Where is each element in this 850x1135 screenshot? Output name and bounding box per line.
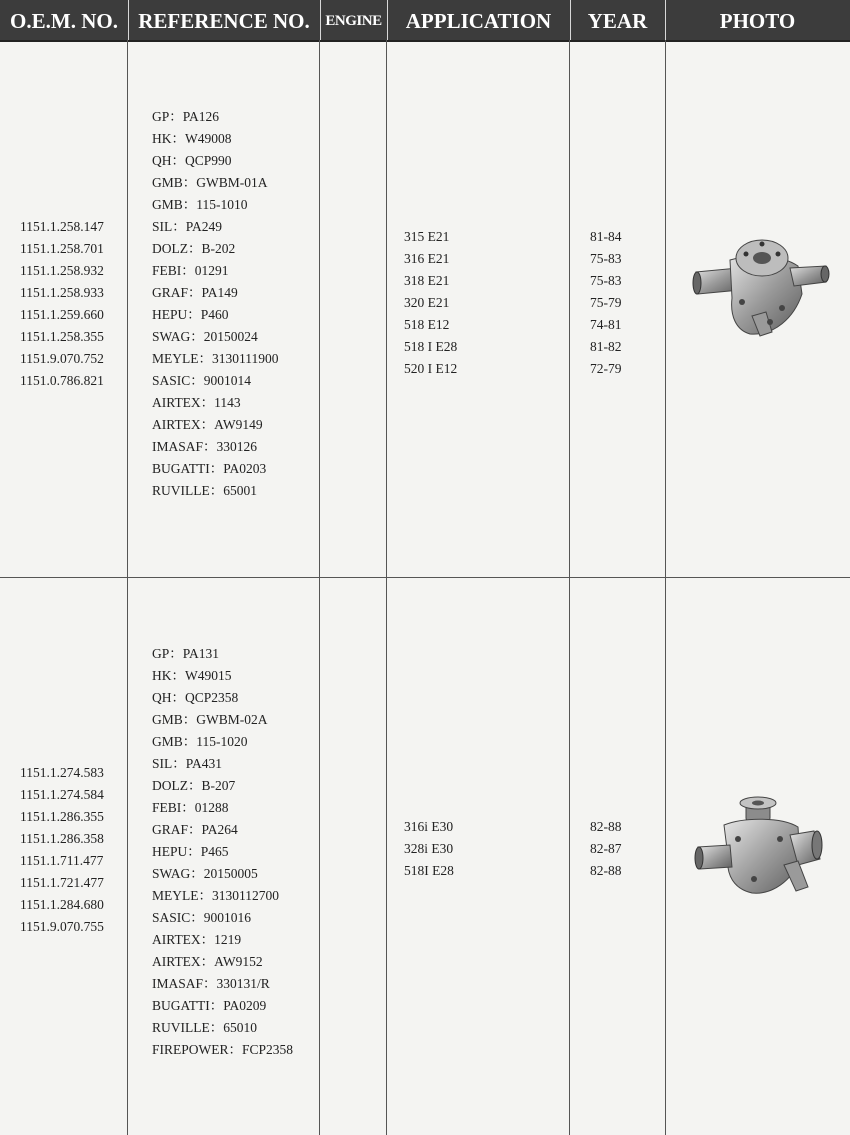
reference-number: GRAF：PA149 bbox=[152, 285, 238, 300]
application: 518 E12 bbox=[404, 317, 450, 332]
year: 81-82 bbox=[590, 339, 622, 354]
oem-number: 1151.9.070.755 bbox=[20, 919, 104, 934]
reference-number: SIL：PA431 bbox=[152, 756, 223, 771]
reference-number: SWAG：20150005 bbox=[152, 866, 258, 881]
reference-number: IMASAF：330131/R bbox=[152, 976, 270, 991]
application: 316 E21 bbox=[404, 251, 450, 266]
oem-number: 1151.1.721.477 bbox=[20, 875, 104, 890]
reference-number: FIREPOWER：FCP2358 bbox=[152, 1042, 294, 1057]
application: 315 E21 bbox=[404, 229, 450, 244]
oem-numbers bbox=[20, 216, 104, 392]
oem-number: 1151.1.258.355 bbox=[20, 329, 104, 344]
reference-number: GP：PA131 bbox=[152, 646, 220, 661]
reference-number: GMB：GWBM-02A bbox=[152, 712, 268, 727]
reference-number: BUGATTI：PA0203 bbox=[152, 461, 267, 476]
reference-number: HEPU：P460 bbox=[152, 307, 229, 322]
oem-number: 1151.1.274.583 bbox=[20, 765, 104, 780]
water-pump-photo bbox=[694, 795, 824, 903]
reference-number: SIL：PA249 bbox=[152, 219, 223, 234]
header-photo: PHOTO bbox=[719, 9, 796, 33]
reference-number: HK：W49008 bbox=[152, 131, 232, 146]
row-divider bbox=[0, 577, 850, 578]
oem-number: 1151.1.258.147 bbox=[20, 219, 104, 234]
column-divider bbox=[665, 40, 666, 1135]
applications bbox=[404, 226, 457, 380]
application: 520 I E12 bbox=[404, 361, 458, 376]
reference-number: AIRTEX：1219 bbox=[152, 932, 242, 947]
reference-number: AIRTEX：AW9149 bbox=[152, 417, 263, 432]
reference-number: DOLZ：B-202 bbox=[152, 241, 236, 256]
year: 82-88 bbox=[590, 863, 622, 878]
reference-number: QH：QCP990 bbox=[152, 153, 232, 168]
column-divider bbox=[127, 40, 128, 1135]
reference-number: SASIC：9001014 bbox=[152, 373, 252, 388]
year: 75-83 bbox=[590, 251, 622, 266]
oem-number: 1151.1.286.355 bbox=[20, 809, 104, 824]
reference-number: RUVILLE：65001 bbox=[152, 483, 257, 498]
years bbox=[590, 226, 622, 380]
reference-numbers bbox=[152, 106, 279, 502]
reference-number: GP：PA126 bbox=[152, 109, 220, 124]
application: 518I E28 bbox=[404, 863, 454, 878]
oem-number: 1151.1.258.933 bbox=[20, 285, 104, 300]
applications bbox=[404, 816, 454, 882]
application: 318 E21 bbox=[404, 273, 450, 288]
reference-number: MEYLE：3130111900 bbox=[152, 351, 279, 366]
reference-number: GMB：115-1010 bbox=[152, 197, 248, 212]
oem-number: 1151.1.711.477 bbox=[20, 853, 104, 868]
year: 75-83 bbox=[590, 273, 622, 288]
oem-number: 1151.1.258.932 bbox=[20, 263, 104, 278]
reference-number: SWAG：20150024 bbox=[152, 329, 258, 344]
reference-number: BUGATTI：PA0209 bbox=[152, 998, 267, 1013]
reference-number: MEYLE：3130112700 bbox=[152, 888, 279, 903]
year: 82-88 bbox=[590, 819, 622, 834]
table-header bbox=[0, 0, 850, 42]
reference-number: AIRTEX：AW9152 bbox=[152, 954, 263, 969]
reference-number: GMB：GWBM-01A bbox=[152, 175, 268, 190]
reference-number: HEPU：P465 bbox=[152, 844, 229, 859]
application: 320 E21 bbox=[404, 295, 450, 310]
header-application: APPLICATION bbox=[387, 0, 571, 40]
reference-number: AIRTEX：1143 bbox=[152, 395, 241, 410]
oem-number: 1151.1.286.358 bbox=[20, 831, 104, 846]
header-reference: REFERENCE NO. bbox=[128, 0, 321, 40]
year: 72-79 bbox=[590, 361, 622, 376]
oem-number: 1151.0.786.821 bbox=[20, 373, 104, 388]
year: 75-79 bbox=[590, 295, 622, 310]
oem-number: 1151.1.259.660 bbox=[20, 307, 104, 322]
water-pump-photo bbox=[690, 232, 830, 342]
column-divider bbox=[319, 40, 320, 1135]
reference-number: FEBI：01288 bbox=[152, 800, 229, 815]
reference-number: HK：W49015 bbox=[152, 668, 232, 683]
column-divider bbox=[386, 40, 387, 1135]
reference-number: GRAF：PA264 bbox=[152, 822, 238, 837]
oem-numbers bbox=[20, 762, 104, 938]
reference-number: GMB：115-1020 bbox=[152, 734, 248, 749]
years bbox=[590, 816, 622, 882]
reference-number: IMASAF：330126 bbox=[152, 439, 258, 454]
header-year: YEAR bbox=[570, 0, 666, 40]
oem-number: 1151.1.274.584 bbox=[20, 787, 104, 802]
reference-numbers bbox=[152, 643, 293, 1061]
application: 518 I E28 bbox=[404, 339, 458, 354]
column-divider bbox=[569, 40, 570, 1135]
header-oem: O.E.M. NO. bbox=[0, 0, 129, 40]
oem-number: 1151.1.284.680 bbox=[20, 897, 104, 912]
oem-number: 1151.1.258.701 bbox=[20, 241, 104, 256]
year: 82-87 bbox=[590, 841, 622, 856]
oem-number: 1151.9.070.752 bbox=[20, 351, 104, 366]
reference-number: QH：QCP2358 bbox=[152, 690, 239, 705]
header-engine: ENGINE bbox=[320, 0, 388, 40]
reference-number: RUVILLE：65010 bbox=[152, 1020, 257, 1035]
year: 74-81 bbox=[590, 317, 622, 332]
reference-number: SASIC：9001016 bbox=[152, 910, 252, 925]
application: 328i E30 bbox=[404, 841, 454, 856]
reference-number: DOLZ：B-207 bbox=[152, 778, 236, 793]
year: 81-84 bbox=[590, 229, 622, 244]
reference-number: FEBI：01291 bbox=[152, 263, 229, 278]
application: 316i E30 bbox=[404, 819, 454, 834]
